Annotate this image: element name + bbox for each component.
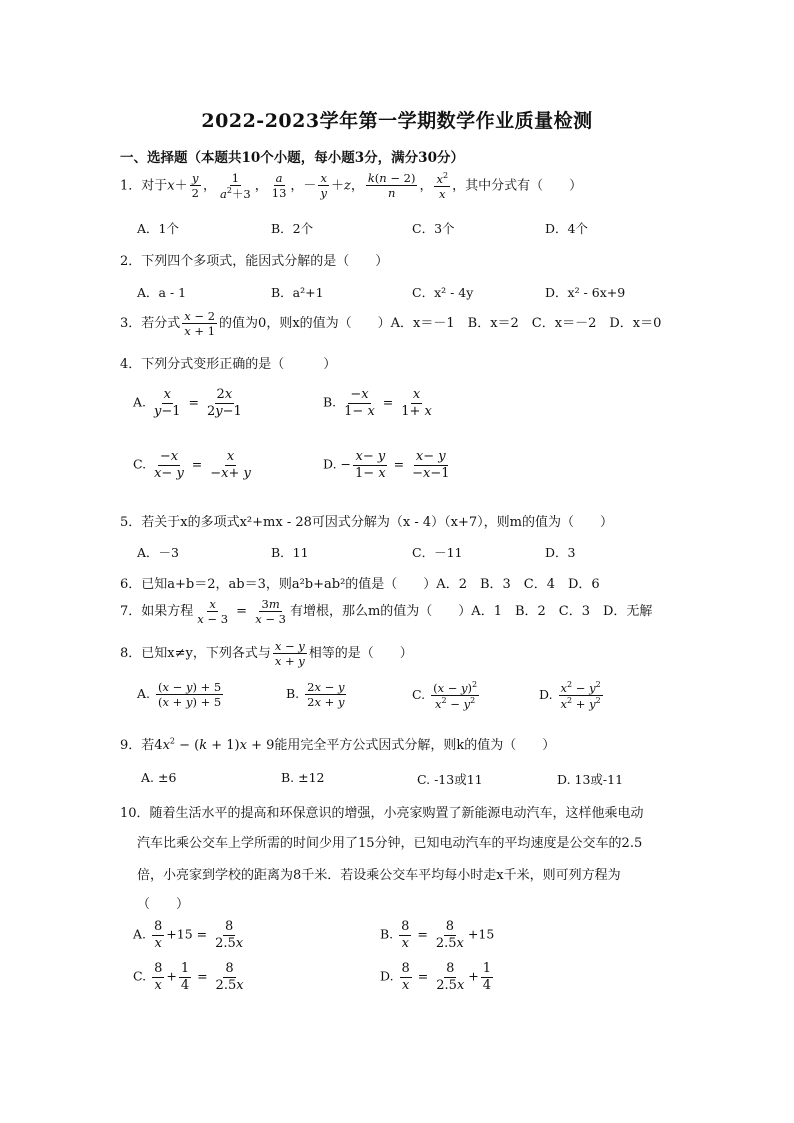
q4-option-a: A. $\frac{x}{y-1}$ = $\frac{2x}{2y-1}$ — [133, 387, 242, 419]
q10-label-c: C. — [133, 968, 147, 984]
question-5: 5．若关于x的多项式x²+mx - 28可因式分解为（x - 4）（x+7），则m的值为（ ） — [120, 515, 613, 530]
q2-option-c: C．x² - 4y — [412, 285, 474, 300]
q8-label-a: A. — [137, 686, 151, 702]
page-title: 2022-2023学年第一学期数学作业质量检测 — [201, 110, 593, 132]
q10-option-c: C. $\frac{8}{x}$ + $\frac{1}{4}$ = $\frac{8}{2.5x}$ — [133, 961, 244, 993]
q2-option-a: A．a - 1 — [137, 285, 187, 300]
question-9-prefix: 9．若 — [120, 738, 155, 753]
q4-label-c: C. — [133, 456, 147, 472]
question-3-suffix: 的值为0，则x的值为（ ）A．x＝－1 B．x＝2 C．x＝－2 D．x＝0 — [219, 316, 662, 332]
question-6: 6．已知a+b＝2，ab＝3，则a²b+ab²的值是（ ）A．2 B．3 C．4 D．6 — [120, 577, 600, 592]
q8-option-c: C. $\frac{(x - y)^2}{x^2 - y^2}$ — [412, 680, 478, 711]
q4-option-b: B. $\frac{-x}{1- x}$ = $\frac{x}{1+ x}$ — [323, 387, 432, 419]
question-9-suffix: 能用完全平方公式因式分解，则k的值为（ ） — [274, 738, 556, 753]
question-8-prefix: 8．已知x≠y，下列各式与 — [120, 646, 271, 662]
q9-option-b: B. ±12 — [281, 770, 325, 785]
question-10-line-4: （ ） — [137, 897, 190, 912]
q5-option-c: C．－11 — [412, 545, 463, 560]
q9-option-a: A. ±6 — [141, 770, 177, 785]
question-1-prefix: 1．对于 — [120, 178, 168, 194]
q8-option-a: A. $\frac{(x - y) + 5}{(x + y) + 5}$ — [137, 680, 222, 710]
q10-option-d: D. $\frac{8}{x}$ = $\frac{8}{2.5x}$ + $\frac{1}{4}$ — [380, 961, 492, 993]
question-10-line-1: 10．随着生活水平的提高和环保意识的增强，小亮家购置了新能源电动汽车，这样他乘电动 — [120, 806, 644, 821]
q10-option-a: A. $\frac{8}{x}$ +15 = $\frac{8}{2.5x}$ — [133, 919, 244, 951]
q8-label-d: D. — [539, 686, 553, 702]
q4-label-b: B. — [323, 394, 337, 410]
q8-label-c: C. — [412, 686, 426, 702]
q4-option-d: D. − $\frac{x- y}{1- x}$ = $\frac{x- y}{-x-1}$ — [323, 449, 450, 481]
question-1: 1．对于x＋ $\frac{y}{2}$ ， $\frac{1}{a^2+3}$ ， $\frac{a}{13}$ ，－ $\frac{x}{y}$ ＋z， $\frac{k(n - 2)}{n}$ ， $\frac{x^2}{x}$ ，其中分式有（ ） — [120, 171, 583, 201]
question-7: 7．如果方程 $\frac{x}{x - 3}$ = $\frac{3m}{x - 3}$ 有增根，那么m的值为（ ）A．1 B．2 C．3 D．无解 — [120, 597, 653, 627]
question-10-line-3: 倍，小亮家到学校的距离为8千米．若设乘公交车平均每小时走x千米，则可列方程为 — [137, 868, 621, 883]
q1-option-d: D．4个 — [545, 221, 588, 236]
question-1-suffix: ，其中分式有（ ） — [452, 178, 583, 194]
question-4: 4．下列分式变形正确的是（ ） — [120, 357, 337, 372]
question-2: 2．下列四个多项式，能因式分解的是（ ） — [120, 254, 389, 269]
q2-option-d: D．x² - 6x+9 — [545, 285, 626, 300]
question-10-line-2: 汽车比乘公交车上学所需的时间少用了15分钟，已知电动汽车的平均速度是公交车的2.5 — [137, 836, 643, 851]
q8-option-b: B. $\frac{2x - y}{2x + y}$ — [286, 680, 345, 710]
q1-option-b: B．2个 — [271, 221, 314, 236]
question-3: 3．若分式 $\frac{x - 2}{x + 1}$ 的值为0，则x的值为（ ）A．x＝－1 B．x＝2 C．x＝－2 D．x＝0 — [120, 309, 662, 339]
question-8: 8．已知x≠y，下列各式与 $\frac{x - y}{x + y}$ 相等的是（ ） — [120, 639, 413, 669]
q10-label-a: A. — [133, 926, 147, 942]
q2-option-b: B．a²+1 — [271, 285, 324, 300]
q10-option-b: B. $\frac{8}{x}$ = $\frac{8}{2.5x}$ +15 — [380, 919, 495, 951]
q10-label-b: B. — [380, 926, 394, 942]
q8-option-d: D. $\frac{x^2 - y^2}{x^2 + y^2}$ — [539, 680, 601, 711]
q9-option-c: C. -13或11 — [417, 772, 483, 787]
section-heading: 一、选择题（本题共10个小题，每小题3分，满分30分） — [120, 150, 464, 166]
q5-option-d: D．3 — [545, 545, 576, 560]
q5-option-a: A．－3 — [137, 545, 179, 560]
question-7-suffix: 有增根，那么m的值为（ ）A．1 B．2 C．3 D．无解 — [289, 604, 653, 620]
q1-option-c: C．3个 — [412, 221, 455, 236]
question-3-prefix: 3．若分式 — [120, 316, 181, 332]
q8-label-b: B. — [286, 686, 300, 702]
q4-label-a: A. — [133, 394, 147, 410]
question-8-suffix: 相等的是（ ） — [308, 646, 413, 662]
question-9 — [120, 734, 555, 753]
q1-option-a: A．1个 — [137, 221, 179, 236]
q9-option-d: D. 13或-11 — [557, 772, 624, 787]
question-9-expression: $4x^2 - (k + 1)x + 9$ — [154, 736, 275, 753]
question-7-prefix: 7．如果方程 — [120, 604, 194, 620]
q5-option-b: B．11 — [271, 545, 309, 560]
q4-label-d: D. — [323, 456, 337, 472]
q10-label-d: D. — [380, 968, 394, 984]
q4-option-c: C. $\frac{-x}{x- y}$ = $\frac{x}{-x+ y}$ — [133, 449, 251, 481]
